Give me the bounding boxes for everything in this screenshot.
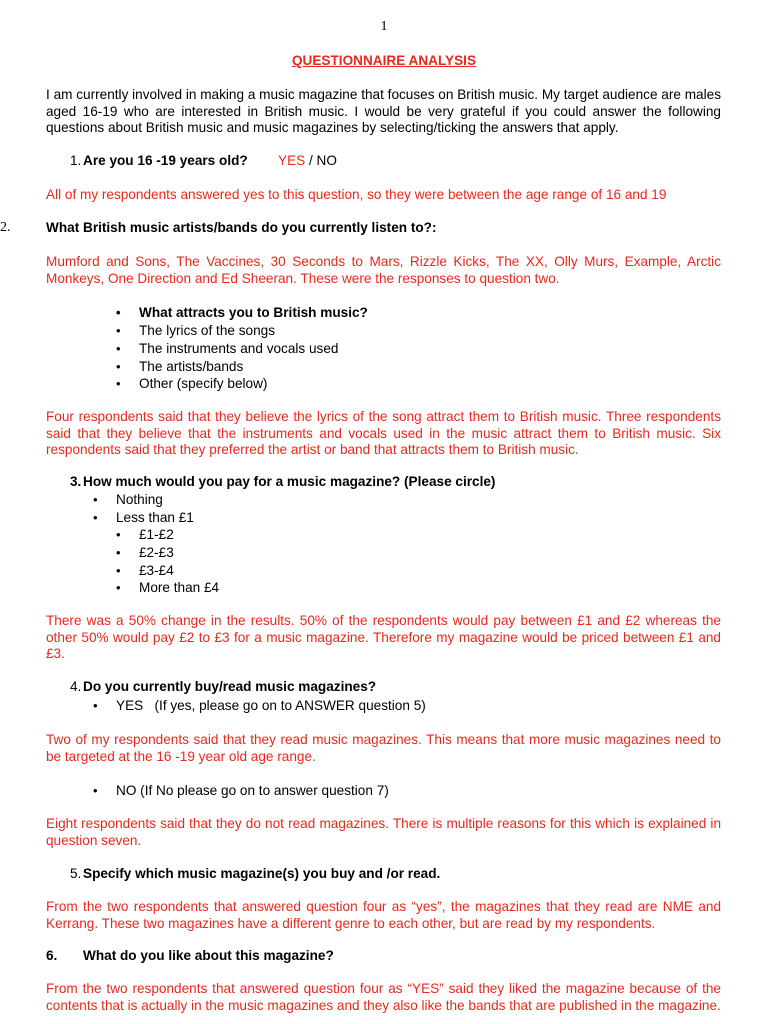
q4-number: 4. — [70, 679, 82, 694]
attract-option: • The artists/bands — [139, 359, 243, 376]
q3-option: • £3-£4 — [139, 563, 174, 580]
attract-option: • The instruments and vocals used — [139, 341, 338, 358]
q1-answer-no: / NO — [305, 153, 337, 168]
q1-number: 1. — [70, 153, 82, 168]
q3-question: How much would you pay for a music magazine? (Please circle) — [83, 474, 496, 489]
q1-analysis: All of my respondents answered yes to this question, so they were between the age range of 16 and 19 — [46, 187, 667, 202]
q6-number: 6. — [46, 948, 58, 963]
q4-analysis-yes: Two of my respondents said that they read music magazines. This means that more music magazines need to be targeted at the 16 -19 year old age range. — [46, 732, 721, 764]
q4-option-no: • NO (If No please go on to answer question 7) — [116, 783, 389, 800]
q1-question: Are you 16 -19 years old? — [83, 153, 248, 168]
q2-question: What British music artists/bands do you currently listen to?: — [46, 220, 437, 235]
q5-number: 5. — [70, 866, 82, 881]
attract-question: • What attracts you to British music? — [139, 305, 368, 322]
q3-option: • £2-£3 — [139, 545, 174, 562]
q3-number: 3. — [70, 474, 82, 489]
attract-option: • The lyrics of the songs — [139, 323, 275, 340]
q5-analysis: From the two respondents that answered question four as “yes”, the magazines that they read are NME and Kerrang. These two magazines have a different genre to each other, but are read by my respondents. — [46, 899, 721, 931]
q6-analysis: From the two respondents that answered question four as “YES” said they liked the magazine because of the contents that is actually in the music magazines and they also like the bands that are published in the magazine. — [46, 981, 721, 1013]
q4-question: Do you currently buy/read music magazines? — [83, 679, 377, 694]
q6-question: What do you like about this magazine? — [83, 948, 334, 963]
q4-option-yes: • YES (If yes, please go on to ANSWER question 5) — [116, 698, 426, 715]
q2-number: 2. — [0, 220, 11, 235]
document-title: QUESTIONNAIRE ANALYSIS — [291, 53, 477, 68]
q4-analysis-no: Eight respondents said that they do not read magazines. There is multiple reasons for this which is explained in question seven. — [46, 816, 721, 848]
intro-paragraph: I am currently involved in making a music magazine that focuses on British music. My target audience are males aged 16-19 who are interested in British music. I would be very grateful if you could answer the following questions about British music and music magazines by selecting/ticking the answers that apply. — [46, 87, 721, 136]
attract-option: • Other (specify below) — [139, 376, 267, 393]
q2-analysis: Mumford and Sons, The Vaccines, 30 Seconds to Mars, Rizzle Kicks, The XX, Olly Murs, Example, Arctic Monkeys, One Direction and Ed Sheeran. These were the responses to question two. — [46, 254, 721, 286]
q3-option: • £1-£2 — [139, 527, 174, 544]
q3-option: • More than £4 — [139, 580, 219, 597]
q1-answer-options — [278, 153, 337, 170]
q1-answer-yes: YES — [278, 153, 306, 168]
q3-analysis: There was a 50% change in the results. 50% of the respondents would pay between £1 and £2 whereas the other 50% would pay £2 to £3 for a music magazine. Therefore my magazine would be priced between £1 and £3. — [46, 613, 721, 662]
attract-analysis: Four respondents said that they believe the lyrics of the song attract them to British music. Three respondents said that they believe that the instruments and vocals used in the music attract them to British music. Six respondents said that they preferred the artist or band that attracts them to British music. — [46, 409, 721, 458]
q5-question: Specify which music magazine(s) you buy and /or read. — [83, 866, 441, 881]
q3-option: • Less than £1 — [116, 510, 194, 527]
q3-option: • Nothing — [116, 492, 163, 509]
page-number: 1 — [380, 19, 388, 34]
